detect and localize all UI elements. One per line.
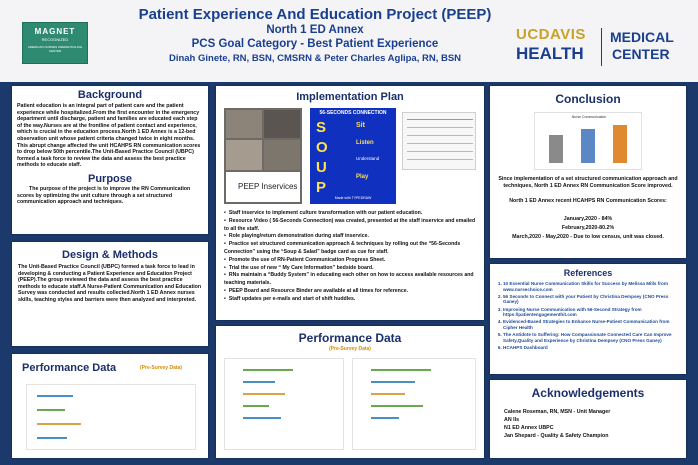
chart-bar [243, 381, 275, 383]
acknowledgements-heading: Acknowledgements [531, 386, 645, 400]
reference-item: 1. 10 Essential Nurse Communication Skills for Success by Melissa Mills from www.nursechoice.com [503, 281, 680, 292]
design-panel [12, 242, 208, 346]
ucdavis-logo [516, 26, 688, 70]
perf-left-chart [26, 384, 196, 450]
magnet-line3: AMERICAN NURSES CREDENTIALING CENTER [27, 45, 83, 53]
chart-bar [37, 395, 73, 397]
poster-subtitle: North 1 ED Annex [266, 24, 364, 36]
conclusion-score: January,2020 - 84% [563, 216, 613, 222]
reference-item: 5. The Antidote to Suffering: How Compassionate Connected Care Can Improve Safety,Quality and Experience by Christina Dempsey (CNO Press Ganey) [503, 332, 680, 343]
inservice-photo [226, 140, 262, 170]
conclusion-panel [490, 86, 686, 258]
ack-line: Calene Roseman, RN, MSN - Unit Manager [504, 409, 611, 415]
purpose-text: The purpose of the project is to improve the RN Communication scores by optimizing the unit culture through a set structured communication approach and techniques. [17, 185, 191, 206]
performance-left-panel [12, 354, 208, 458]
performance-mid-panel [216, 326, 484, 458]
chart-bar [371, 405, 423, 407]
references-panel [490, 264, 686, 374]
background-panel [12, 86, 208, 234]
references-list [494, 281, 680, 351]
inservice-photo-collage [224, 108, 302, 204]
conclusion-score: February,2020-80.2% [561, 225, 615, 231]
magnet-line1: MAGNET [34, 27, 76, 36]
perf-mid-chart-right [352, 358, 476, 450]
sheet-line [407, 127, 473, 128]
ack-line: AN IIs [504, 417, 520, 423]
perf-left-tag: (Pre-Survey Data) [140, 365, 182, 371]
chart-bar [37, 437, 67, 439]
photo-caption: PEEP Inservices [238, 182, 298, 191]
perf-mid-chart-left [224, 358, 344, 450]
design-text: The Unit-Based Practice Council (UBPC) formed a task force to lead in developing & conducting a Patient Experience and Education Project (PEEP).The group reviewed the data and assess the best practice methods to educate staff.A Nurse-Patient Communication and Education Survey was conducted and results collected.North 1 ED Annex nurses skills, teaching styles and barriers were then analyzed and interpreted. [18, 264, 202, 303]
poster-header [0, 0, 698, 82]
sheet-line [407, 159, 473, 160]
implementation-list [224, 210, 480, 304]
ack-line: N1 ED Annex UBPC [504, 425, 554, 431]
conclusion-text: Since implementation of a set structured communication approach and techniques, North 1 ED Annex RN Communication Score improved. [498, 176, 678, 189]
implementation-panel [216, 86, 484, 320]
logo-center: CENTER [612, 46, 670, 62]
background-heading: Background [77, 89, 143, 101]
acknowledgements-panel [490, 380, 686, 458]
chart-bar [37, 409, 65, 411]
inservice-photo [226, 110, 262, 138]
card-footer: Made with TYPEDRAW [334, 196, 372, 200]
card-word: Play [356, 174, 369, 180]
chart-bar [37, 423, 81, 425]
chart-bar [371, 417, 399, 419]
sheet-line [407, 135, 473, 136]
conclusion-bar [549, 135, 563, 163]
implementation-item: • Staff updates per e-mails and start of shift huddles. [224, 296, 480, 304]
design-heading: Design & Methods [62, 249, 158, 261]
conclusion-scores-title: North 1 ED Annex recent HCAHPS RN Communication Scores: [509, 198, 667, 204]
chart-bar [243, 369, 293, 371]
logo-health: HEALTH [516, 44, 584, 63]
reference-item: 6. HCAHPS Dashboard [503, 345, 680, 351]
chart-bar [371, 369, 431, 371]
soup-salad-card [310, 108, 396, 204]
progress-sheet-image [402, 112, 476, 170]
perf-mid-tag: (Pre-Survey Data) [329, 346, 371, 352]
conclusion-chart-label: Nurse Communication [571, 115, 607, 119]
implementation-heading: Implementation Plan [296, 91, 404, 103]
chart-bar [371, 393, 405, 395]
perf-left-heading: Performance Data [22, 362, 117, 374]
card-letter-o: O [316, 139, 328, 156]
implementation-item: • Promote the use of RN-Patient Communication Progress Sheet. [224, 257, 480, 265]
conclusion-bar [581, 129, 595, 163]
sheet-line [407, 119, 473, 120]
logo-medical: MEDICAL [610, 29, 674, 45]
card-word: Sit [356, 122, 365, 129]
inservice-photo [264, 140, 300, 170]
poster-category: PCS Goal Category - Best Patient Experience [191, 38, 439, 50]
chart-bar [243, 417, 281, 419]
chart-bar [243, 405, 269, 407]
perf-mid-heading: Performance Data [298, 331, 402, 345]
logo-divider [601, 28, 602, 66]
references-heading: References [563, 268, 613, 278]
inservice-photo [264, 110, 300, 138]
purpose-heading: Purpose [87, 172, 132, 185]
implementation-item: • PEEP Board and Resource Binder are available at all times for reference. [224, 288, 480, 296]
ack-line: Jan Shepard - Quality & Safety Champion [504, 433, 609, 439]
magnet-logo [22, 22, 88, 64]
implementation-item: • Staff inservice to implement culture transformation with our patient education. [224, 210, 480, 218]
conclusion-score: March,2020 - May,2020 - Due to low census, unit was closed. [512, 234, 664, 240]
poster-title: Patient Experience And Education Project (PEEP) [138, 6, 492, 23]
card-letter-p: P [316, 179, 327, 196]
implementation-item: • Practice set structured communication approach & techniques by rolling out the “56-Seconds Connection” using the “Soup & Salad” badge card as cue for staff. [224, 241, 480, 257]
implementation-item: • Role playing/return demonstration during staff inservice. [224, 233, 480, 241]
conclusion-bar [613, 125, 627, 163]
chart-bar [243, 393, 285, 395]
conclusion-heading: Conclusion [555, 92, 621, 106]
sheet-line [407, 151, 473, 152]
card-word: Understand [356, 156, 380, 161]
card-letter-u: U [316, 159, 327, 176]
chart-bar [371, 381, 415, 383]
implementation-item: • Trial the use of new “ My Care Information” bedside board. [224, 265, 480, 273]
implementation-item: • RNs maintain a “Buddy System” in educating each other on how to access available resources and teaching materials. [224, 272, 480, 288]
card-title: 56-SECONDS CONNECTION [319, 110, 387, 116]
poster-authors: Dinah Ginete, RN, BSN, CMSRN & Peter Charles Aglipa, RN, BSN [168, 53, 462, 64]
reference-item: 2. 56 Seconds to Connect with your Patient by Christina Dempsey (CNO Press Ganey) [503, 294, 680, 305]
sheet-line [407, 143, 473, 144]
card-word: Listen [356, 140, 374, 146]
reference-item: 3. Improving Nurse Communication with 56-Second Strategy from https://patientengagementhit.com [503, 307, 680, 318]
logo-ucdavis: UCDAVIS [516, 26, 586, 43]
card-letter-s: S [316, 119, 327, 136]
background-text: Patient education is an integral part of patient care and the patient experience while hospitalized.From the first encounter in the emergency department until discharge, patient and families are educated each step of the way.Nurses are at the frontline of patient contact and experience, which is crucial in the education process.North 1 ED Annex is a 12-bed observation unit whose patient criteria changed twice in eight months. This abrupt change affected the unit HCAHPS RN communication scores to drop below 50th percentile.The Unit-Based Practice Council (UBPC) formed a task force to review the data and assess the best practice methods to educate staff. [17, 103, 201, 169]
reference-item: 4. Evidenced-Based Strategies to Enhance Nurse-Patient Communication from Cipher Health [503, 319, 680, 330]
conclusion-chart [534, 112, 642, 170]
magnet-line2: RECOGNIZED [41, 37, 69, 42]
implementation-item: • Resource Video ( 56-Seconds Connection) was created, presented at the staff inservice and emailed to all the staff. [224, 218, 480, 234]
